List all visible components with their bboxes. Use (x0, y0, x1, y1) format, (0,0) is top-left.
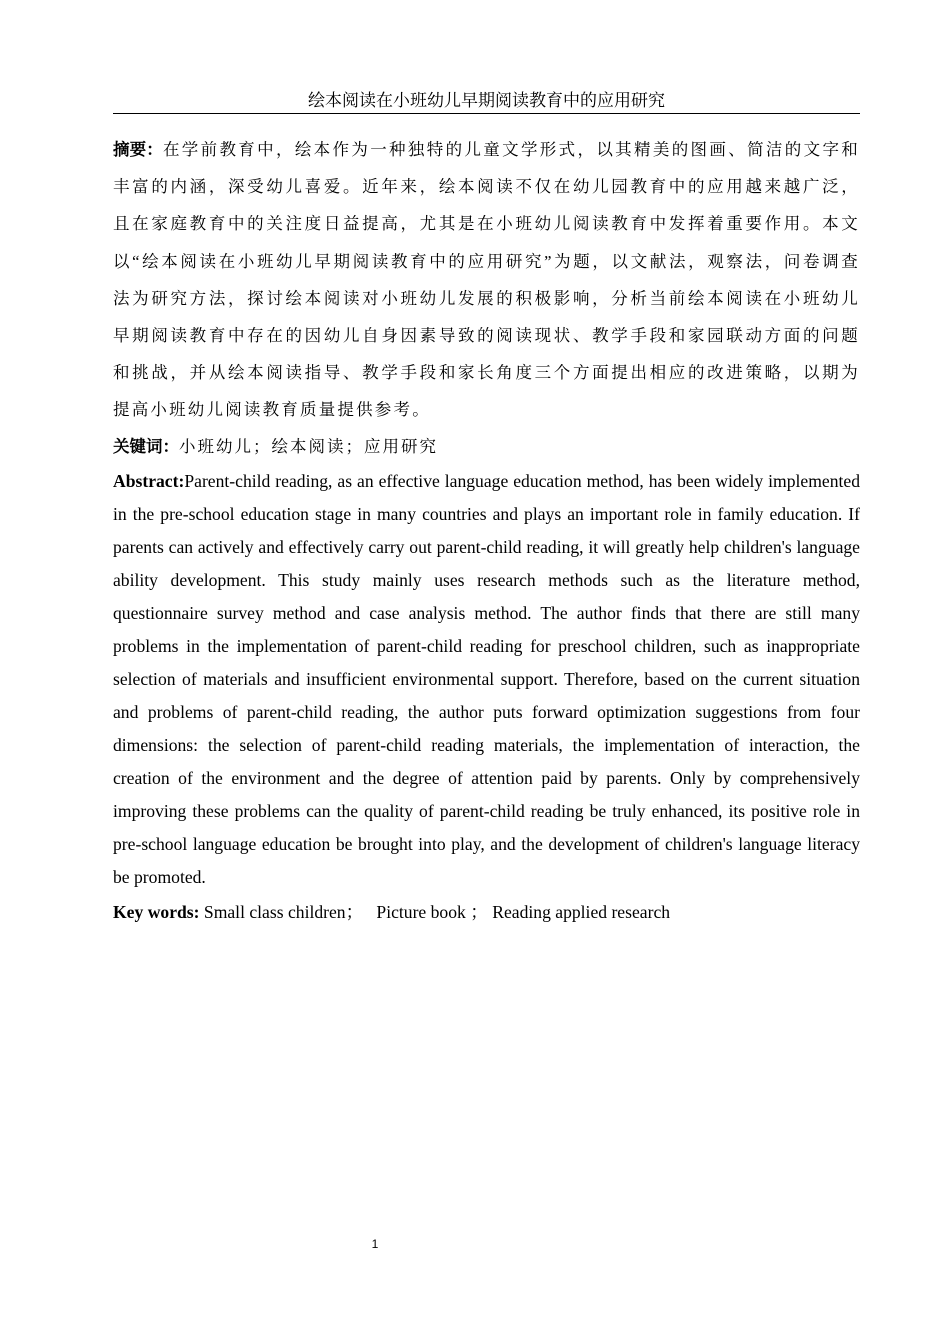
chinese-abstract-text: 在学前教育中，绘本作为一种独特的儿童文学形式，以其精美的图画、简洁的文字和丰富的内涵，深受幼儿喜爱。近年来，绘本阅读不仅在幼儿园教育中的应用越来越广泛，且在家庭教育中的关注度日益提高，尤其是在小班幼儿阅读教育中发挥着重要作用。本文以“绘本阅读在小班幼儿早期阅读教育中的应用研究”为题，以文献法，观察法，问卷调查法为研究方法，探讨绘本阅读对小班幼儿发展的积极影响，分析当前绘本阅读在小班幼儿早期阅读教育中存在的因幼儿自身因素导致的阅读现状、教学手段和家园联动方面的问题和挑战，并从绘本阅读指导、教学手段和家长角度三个方面提出相应的改进策略，以期为提高小班幼儿阅读教育质量提供参考。 (113, 140, 861, 420)
english-keywords (113, 896, 860, 928)
chinese-abstract (113, 131, 860, 429)
english-keyword: Small class children； (203, 902, 364, 922)
english-abstract-text: Parent-child reading, as an effective language education method, has been widely implemented in the pre-school education stage in many countries and plays an important role in family education. If parents can actively and effectively carry out parent-child reading, it will greatly help children's language ability development. This study mainly uses research methods such as the literature method, questionnaire survey method and case analysis method. The author finds that there are still many problems in the implementation of parent-child reading for preschool children, such as inappropriate selection of materials and insufficient environmental support. Therefore, based on the current situation and problems of parent-child reading, the author puts forward optimization suggestions from four dimensions: the selection of parent-child reading materials, the implementation of interaction, the creation of the environment and the degree of attention paid by parents. Only by comprehensively improving these problems can the quality of parent-child reading be truly enhanced, its positive role in pre-school language education be brought into play, and the development of children's language literacy be promoted. (113, 471, 860, 887)
page-number: 1 (371, 1237, 379, 1251)
english-keywords-label: Key words: (113, 902, 200, 922)
chinese-keywords (113, 431, 860, 463)
chinese-abstract-label: 摘要： (113, 140, 163, 159)
chinese-keywords-label: 关键词： (113, 437, 179, 456)
english-keyword: Reading applied research (492, 902, 671, 922)
english-abstract (113, 465, 860, 894)
running-header-title: 绘本阅读在小班幼儿早期阅读教育中的应用研究 (113, 90, 860, 114)
english-keyword: Picture book ； (376, 902, 488, 922)
chinese-keywords-text: 小班幼儿；绘本阅读；应用研究 (179, 437, 438, 456)
english-abstract-label: Abstract: (113, 471, 185, 491)
